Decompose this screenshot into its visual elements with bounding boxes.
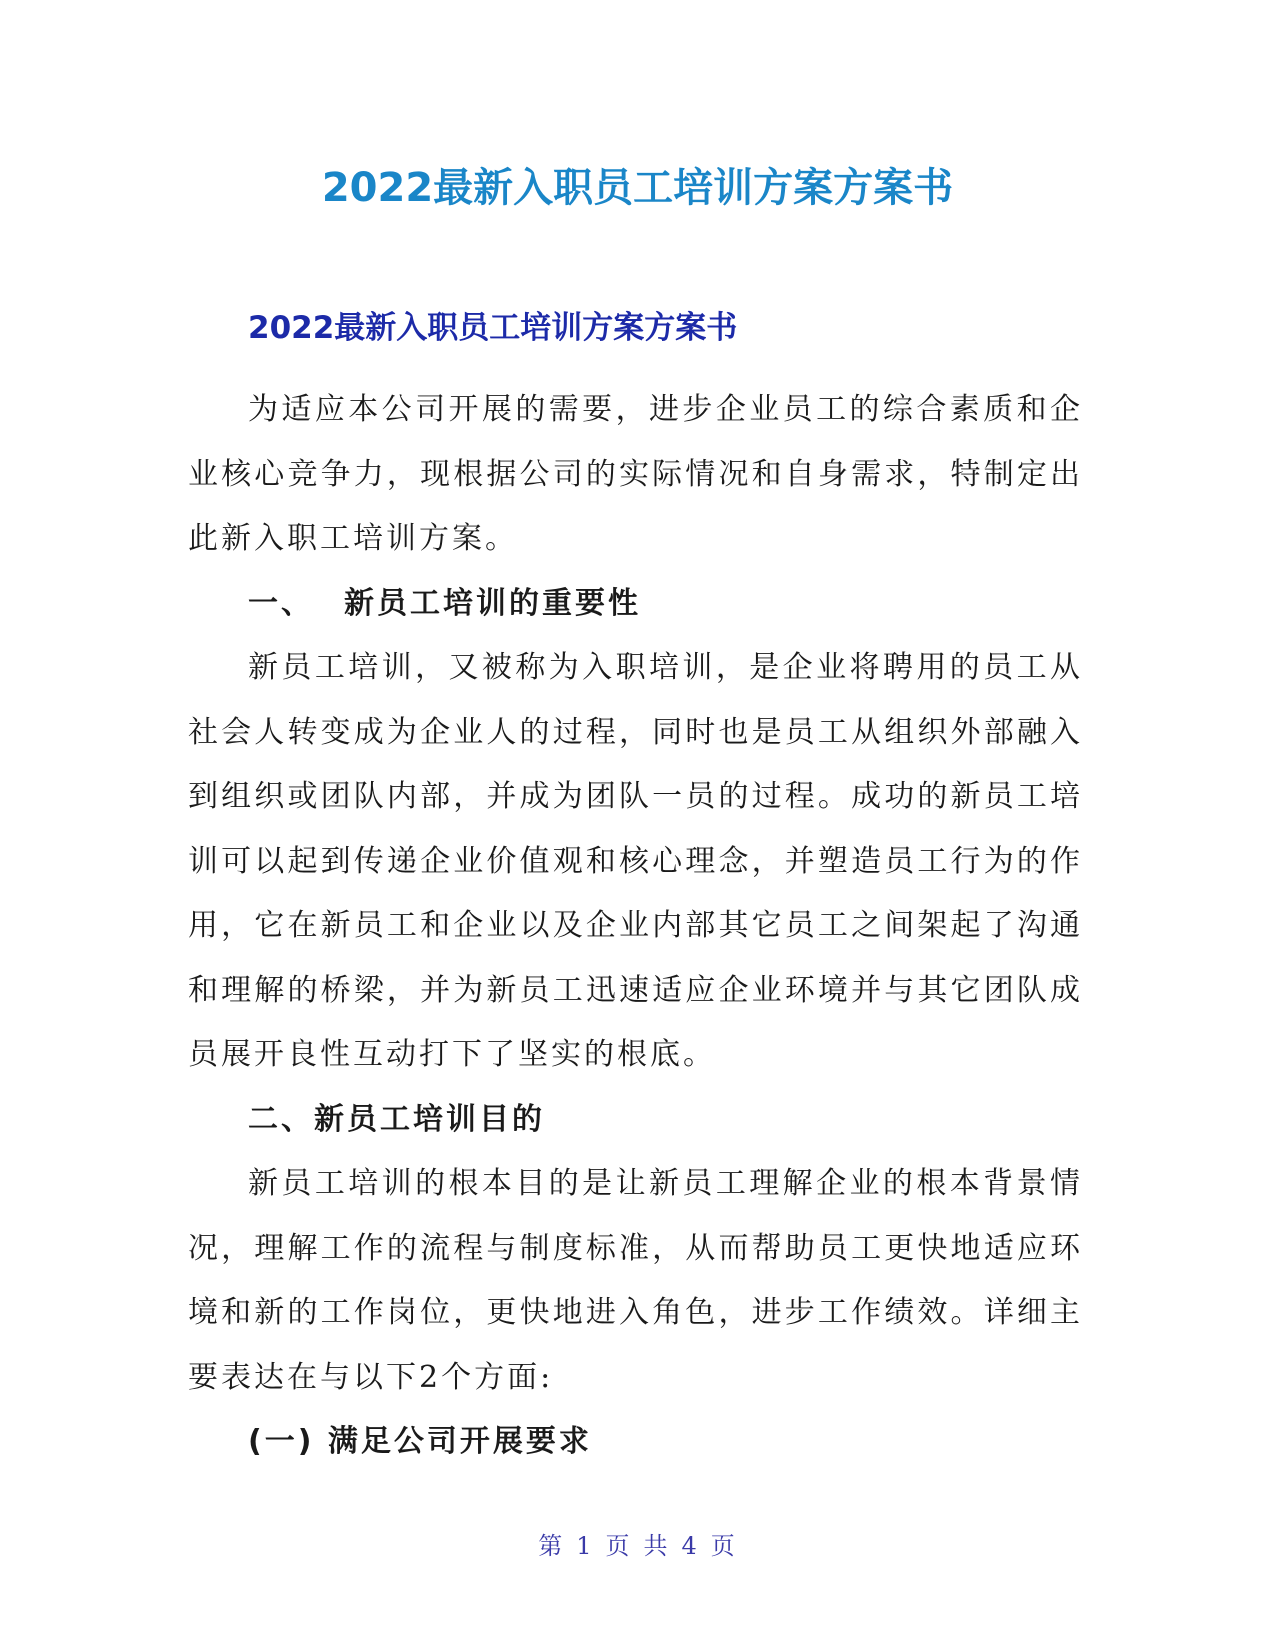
page-footer [0, 1531, 1275, 1561]
footer-label-unit2: 页 [710, 1532, 737, 1560]
section-1-number: 一、 [248, 585, 314, 621]
document-title: 2022最新入职员工培训方案方案书 [321, 165, 954, 211]
document-subtitle: 2022最新入职员工培训方案方案书 [248, 310, 738, 346]
section-1-title: 新员工培训的重要性 [344, 585, 641, 621]
footer-current-page: 1 [576, 1532, 594, 1560]
section-2-heading: 二、新员工培训目的 [248, 1101, 545, 1137]
footer-total-pages: 4 [681, 1532, 699, 1560]
section-1-paragraph: 新员工培训，又被称为入职培训，是企业将聘用的员工从社会人转变成为企业人的过程，同时也是员工从组织外部融入到组织或团队内部，并成为团队一员的过程。成功的新员工培训可以起到传递企业价值观和核心理念，并塑造员工行为的作用，它在新员工和企业以及企业内部其它员工之间架起了沟通和理解的桥梁，并为新员工迅速适应企业环境并与其它团队成员展开良性互动打下了坚实的根底。 [188, 650, 1083, 1072]
section-2-paragraph: 新员工培训的根本目的是让新员工理解企业的根本背景情况，理解工作的流程与制度标准，从而帮助员工更快地适应环境和新的工作岗位，更快地进入角色，进步工作绩效。详细主要表达在与以下2个方面: [188, 1166, 1083, 1395]
intro-paragraph: 为适应本公司开展的需要，进步企业员工的综合素质和企业核心竞争力，现根据公司的实际情况和自身需求，特制定出此新入职工培训方案。 [188, 392, 1083, 556]
footer-label-page: 第 [538, 1532, 565, 1560]
footer-label-total: 共 [643, 1532, 670, 1560]
section-1-heading [188, 572, 1083, 637]
footer-label-unit: 页 [605, 1532, 632, 1560]
document-body [188, 378, 1083, 1475]
section-2-1-heading: (一) 满足公司开展要求 [248, 1424, 592, 1459]
